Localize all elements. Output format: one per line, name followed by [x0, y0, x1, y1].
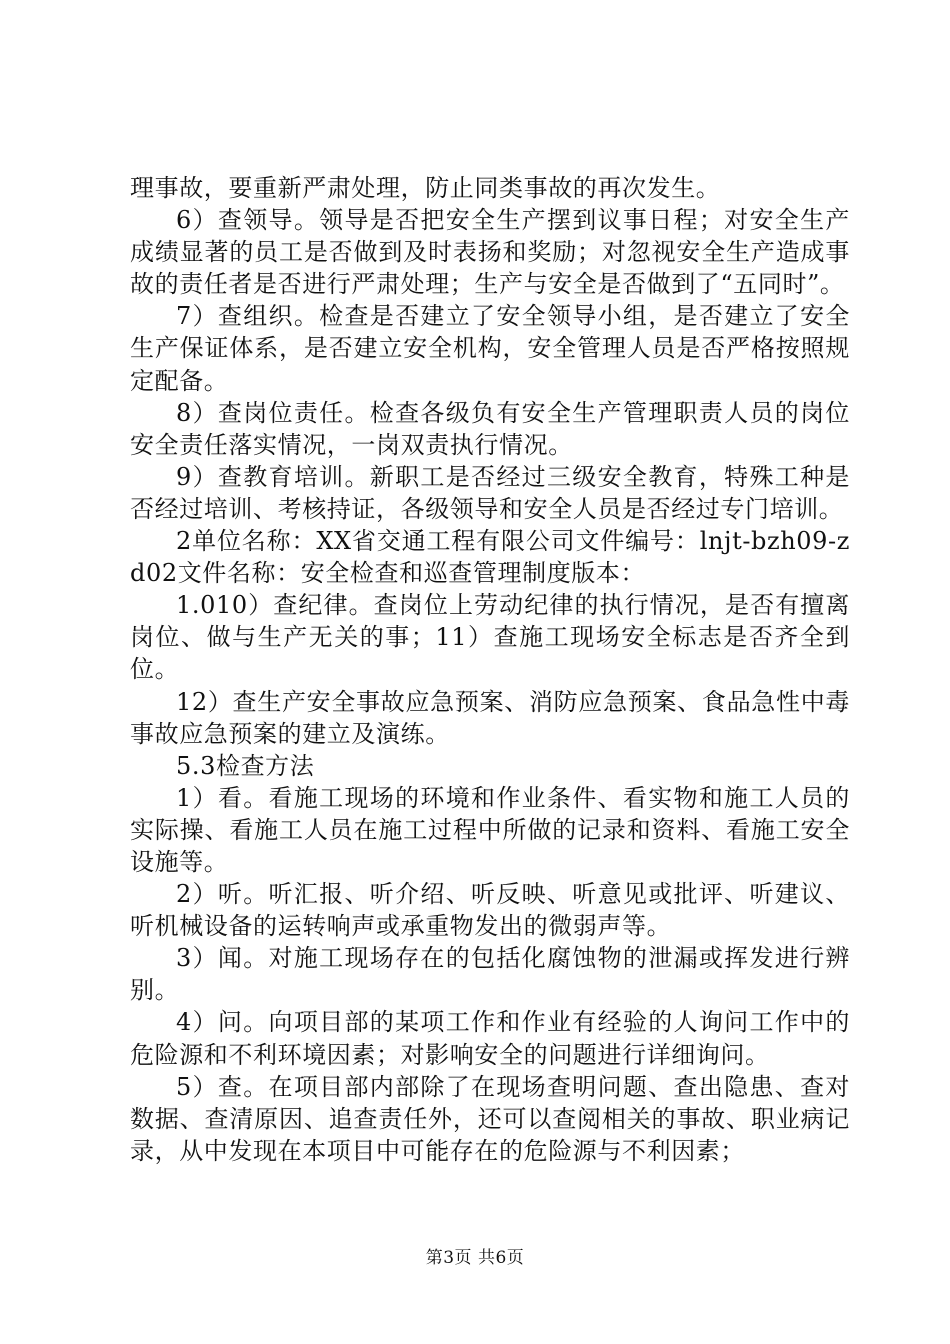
paragraph: 4）问。向项目部的某项工作和作业有经验的人询问工作中的危险源和不利环境因素；对影响安全的问题进行详细询问。 [130, 1008, 850, 1069]
paragraph: 5.3检查方法 [176, 751, 315, 780]
paragraph: 3）闻。对施工现场存在的包括化腐蚀物的泄漏或挥发进行辨别。 [130, 944, 850, 1005]
paragraph: 12）查生产安全事故应急预案、消防应急预案、食品急性中毒事故应急预案的建立及演练。 [130, 687, 850, 748]
paragraph: 1.010）查纪律。查岗位上劳动纪律的执行情况，是否有擅离岗位、做与生产无关的事；11）查施工现场安全标志是否齐全到位。 [130, 591, 850, 684]
paragraph: 7）查组织。检查是否建立了安全领导小组，是否建立了安全生产保证体系，是否建立安全机构，安全管理人员是否严格按照规定配备。 [130, 302, 850, 395]
document-body [130, 172, 850, 1167]
paragraph: 9）查教育培训。新职工是否经过三级安全教育，特殊工种是否经过培训、考核持证，各级领导和安全人员是否经过专门培训。 [130, 462, 850, 523]
paragraph: 1）看。看施工现场的环境和作业条件、看实物和施工人员的实际操、看施工人员在施工过程中所做的记录和资料、看施工安全设施等。 [130, 783, 850, 876]
paragraph: 5）查。在项目部内部除了在现场查明问题、查出隐患、查对数据、查清原因、追查责任外，还可以查阅相关的事故、职业病记录，从中发现在本项目中可能存在的危险源与不利因素； [130, 1072, 850, 1165]
paragraph: 理事故，要重新严肃处理，防止同类事故的再次发生。 [130, 174, 721, 202]
paragraph: 8）查岗位责任。检查各级负有安全生产管理职责人员的岗位安全责任落实情况，一岗双责执行情况。 [130, 398, 850, 459]
paragraph: 6）查领导。领导是否把安全生产摆到议事日程；对安全生产成绩显著的员工是否做到及时表扬和奖励；对忽视安全生产造成事故的责任者是否进行严肃处理；生产与安全是否做到了“五同时”。 [130, 206, 850, 299]
page-number-footer: 第3页 共6页 [425, 1248, 525, 1268]
paragraph: 2）听。听汇报、听介绍、听反映、听意见或批评、听建议、听机械设备的运转响声或承重物发出的微弱声等。 [130, 880, 850, 941]
paragraph: 2单位名称：XX省交通工程有限公司文件编号：lnjt-bzh09-zd02文件名称：安全检查和巡查管理制度版本： [130, 527, 850, 588]
